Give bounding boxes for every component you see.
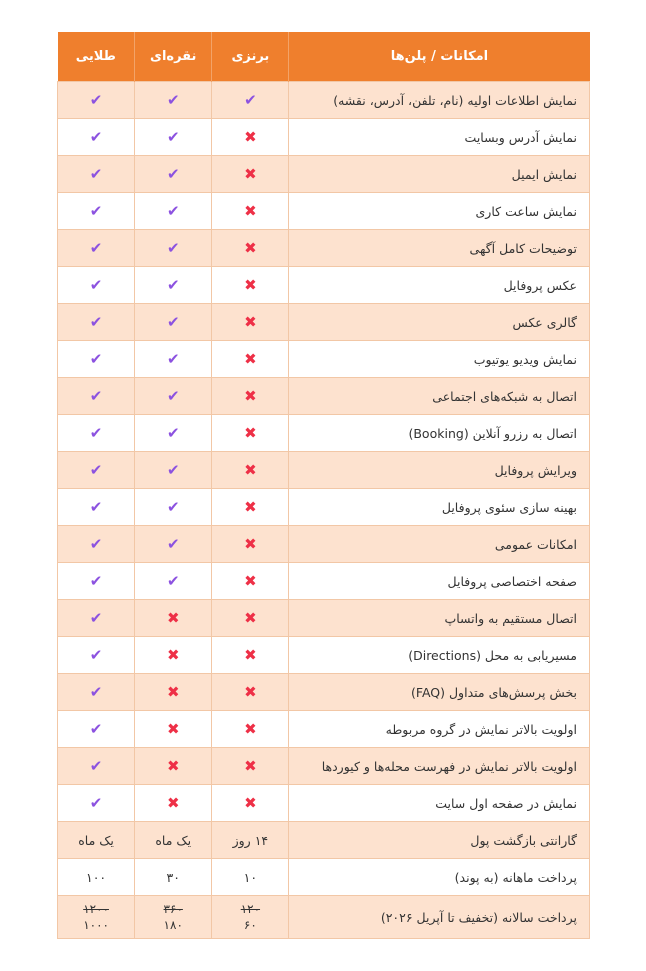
cross-icon: ✖ [166, 756, 180, 775]
cross-icon: ✖ [244, 275, 257, 294]
feature-row [58, 637, 590, 674]
feature-silver-cell [135, 785, 212, 822]
guarantee-bronze: ۱۴ روز [212, 822, 289, 859]
header-gold: طلایی [58, 32, 135, 82]
feature-row [58, 711, 590, 748]
feature-label: اتصال مستقیم به واتساپ [289, 600, 590, 637]
cross-icon: ✖ [166, 608, 180, 627]
feature-gold-cell [58, 563, 135, 600]
feature-bronze-cell [212, 489, 289, 526]
cross-icon: ✖ [244, 349, 257, 368]
cross-icon: ✖ [244, 793, 257, 812]
check-icon: ✔ [166, 201, 180, 220]
feature-bronze-cell [212, 526, 289, 563]
feature-gold-cell [58, 489, 135, 526]
feature-row [58, 452, 590, 489]
feature-gold-cell [58, 415, 135, 452]
feature-label: نمایش اطلاعات اولیه (نام، تلفن، آدرس، نقشه) [289, 82, 590, 119]
cross-icon: ✖ [244, 756, 257, 775]
check-icon: ✔ [166, 534, 180, 553]
feature-gold-cell [58, 119, 135, 156]
cross-icon: ✖ [244, 571, 257, 590]
feature-bronze-cell [212, 156, 289, 193]
check-icon: ✔ [166, 312, 180, 331]
feature-row [58, 489, 590, 526]
cross-icon: ✖ [244, 534, 257, 553]
feature-bronze-cell [212, 563, 289, 600]
feature-silver-cell [135, 119, 212, 156]
feature-gold-cell [58, 600, 135, 637]
check-icon: ✔ [89, 127, 103, 146]
check-icon: ✔ [166, 497, 180, 516]
feature-gold-cell [58, 267, 135, 304]
feature-label: مسیریابی به محل (Directions) [289, 637, 590, 674]
guarantee-label: گارانتی بازگشت پول [289, 822, 590, 859]
feature-bronze-cell [212, 193, 289, 230]
feature-row [58, 415, 590, 452]
check-icon: ✔ [89, 497, 103, 516]
feature-bronze-cell [212, 637, 289, 674]
pricing-table [57, 32, 590, 939]
feature-silver-cell [135, 563, 212, 600]
feature-bronze-cell [212, 452, 289, 489]
check-icon: ✔ [89, 349, 103, 368]
header-silver: نقره‌ای [135, 32, 212, 82]
cross-icon: ✖ [244, 312, 257, 331]
check-icon: ✔ [89, 719, 103, 738]
feature-silver-cell [135, 452, 212, 489]
feature-label: بهینه سازی سئوی پروفایل [289, 489, 590, 526]
check-icon: ✔ [89, 90, 103, 109]
feature-bronze-cell [212, 674, 289, 711]
feature-label: نمایش در صفحه اول سایت [289, 785, 590, 822]
cross-icon: ✖ [244, 164, 257, 183]
feature-bronze-cell [212, 415, 289, 452]
check-icon: ✔ [166, 423, 180, 442]
pricing-table-container [57, 32, 590, 939]
cross-icon: ✖ [244, 423, 257, 442]
feature-gold-cell [58, 82, 135, 119]
check-icon: ✔ [89, 164, 103, 183]
check-icon: ✔ [89, 793, 103, 812]
check-icon: ✔ [89, 460, 103, 479]
cross-icon: ✖ [244, 608, 257, 627]
feature-row [58, 785, 590, 822]
header-features: امکانات / پلن‌ها [289, 32, 590, 82]
check-icon: ✔ [89, 534, 103, 553]
cross-icon: ✖ [244, 386, 257, 405]
guarantee-row [58, 822, 590, 859]
monthly-price-row [58, 859, 590, 896]
feature-label: بخش پرسش‌های متداول (FAQ) [289, 674, 590, 711]
feature-silver-cell [135, 637, 212, 674]
feature-rows [58, 82, 590, 822]
feature-silver-cell [135, 378, 212, 415]
yearly-gold-new-price: ۱۰۰۰ [83, 918, 109, 932]
feature-bronze-cell [212, 304, 289, 341]
yearly-label: پرداخت سالانه (تخفیف تا آپریل ۲۰۲۶) [289, 896, 590, 939]
feature-bronze-cell [212, 785, 289, 822]
feature-label: نمایش ویدیو یوتیوب [289, 341, 590, 378]
check-icon: ✔ [244, 90, 257, 109]
feature-bronze-cell [212, 341, 289, 378]
yearly-price-row [58, 896, 590, 939]
monthly-gold: ۱۰۰ [58, 859, 135, 896]
feature-gold-cell [58, 341, 135, 378]
yearly-gold-old-price: ۱۲۰۰ [83, 902, 109, 916]
feature-silver-cell [135, 600, 212, 637]
feature-silver-cell [135, 267, 212, 304]
feature-bronze-cell [212, 267, 289, 304]
feature-silver-cell [135, 526, 212, 563]
table-header-row [58, 32, 590, 82]
feature-gold-cell [58, 748, 135, 785]
feature-bronze-cell [212, 119, 289, 156]
yearly-silver-new-price: ۱۸۰ [163, 918, 183, 932]
feature-row [58, 600, 590, 637]
guarantee-silver: یک ماه [135, 822, 212, 859]
feature-gold-cell [58, 304, 135, 341]
check-icon: ✔ [89, 201, 103, 220]
header-bronze: برنزی [212, 32, 289, 82]
cross-icon: ✖ [244, 497, 257, 516]
feature-row [58, 748, 590, 785]
feature-silver-cell [135, 82, 212, 119]
check-icon: ✔ [166, 460, 180, 479]
feature-row [58, 156, 590, 193]
feature-row [58, 119, 590, 156]
feature-gold-cell [58, 674, 135, 711]
feature-gold-cell [58, 452, 135, 489]
check-icon: ✔ [89, 571, 103, 590]
feature-silver-cell [135, 711, 212, 748]
feature-row [58, 563, 590, 600]
feature-gold-cell [58, 193, 135, 230]
check-icon: ✔ [166, 164, 180, 183]
yearly-silver-old-price: ۳۶۰ [163, 902, 183, 916]
check-icon: ✔ [166, 275, 180, 294]
feature-bronze-cell [212, 378, 289, 415]
feature-bronze-cell [212, 230, 289, 267]
cross-icon: ✖ [166, 719, 180, 738]
check-icon: ✔ [89, 423, 103, 442]
feature-silver-cell [135, 230, 212, 267]
check-icon: ✔ [89, 682, 103, 701]
cross-icon: ✖ [244, 127, 257, 146]
feature-gold-cell [58, 378, 135, 415]
feature-silver-cell [135, 415, 212, 452]
cross-icon: ✖ [244, 201, 257, 220]
feature-bronze-cell [212, 82, 289, 119]
feature-gold-cell [58, 230, 135, 267]
check-icon: ✔ [89, 645, 103, 664]
feature-silver-cell [135, 156, 212, 193]
feature-gold-cell [58, 526, 135, 563]
check-icon: ✔ [89, 608, 103, 627]
feature-gold-cell [58, 156, 135, 193]
feature-row [58, 193, 590, 230]
check-icon: ✔ [166, 349, 180, 368]
feature-label: صفحه اختصاصی پروفایل [289, 563, 590, 600]
feature-row [58, 82, 590, 119]
feature-label: اولویت بالاتر نمایش در فهرست محله‌ها و کیوردها [289, 748, 590, 785]
feature-label: اتصال به رزرو آنلاین (Booking) [289, 415, 590, 452]
feature-silver-cell [135, 341, 212, 378]
monthly-silver: ۳۰ [135, 859, 212, 896]
check-icon: ✔ [166, 90, 180, 109]
cross-icon: ✖ [244, 238, 257, 257]
feature-label: نمایش آدرس وبسایت [289, 119, 590, 156]
feature-silver-cell [135, 748, 212, 785]
cross-icon: ✖ [244, 645, 257, 664]
cross-icon: ✖ [244, 682, 257, 701]
feature-silver-cell [135, 193, 212, 230]
feature-label: امکانات عمومی [289, 526, 590, 563]
feature-row [58, 526, 590, 563]
feature-row [58, 341, 590, 378]
yearly-gold [58, 896, 135, 939]
guarantee-gold: یک ماه [58, 822, 135, 859]
monthly-label: پرداخت ماهانه (به پوند) [289, 859, 590, 896]
feature-label: گالری عکس [289, 304, 590, 341]
check-icon: ✔ [166, 386, 180, 405]
monthly-bronze: ۱۰ [212, 859, 289, 896]
feature-label: اولویت بالاتر نمایش در گروه مربوطه [289, 711, 590, 748]
check-icon: ✔ [89, 275, 103, 294]
feature-silver-cell [135, 674, 212, 711]
feature-label: ویرایش پروفایل [289, 452, 590, 489]
check-icon: ✔ [166, 571, 180, 590]
cross-icon: ✖ [166, 682, 180, 701]
check-icon: ✔ [89, 312, 103, 331]
feature-gold-cell [58, 637, 135, 674]
feature-bronze-cell [212, 748, 289, 785]
feature-label: اتصال به شبکه‌های اجتماعی [289, 378, 590, 415]
cross-icon: ✖ [166, 793, 180, 812]
feature-row [58, 304, 590, 341]
feature-row [58, 378, 590, 415]
feature-row [58, 674, 590, 711]
feature-bronze-cell [212, 600, 289, 637]
feature-row [58, 230, 590, 267]
check-icon: ✔ [89, 756, 103, 775]
feature-gold-cell [58, 785, 135, 822]
feature-row [58, 267, 590, 304]
cross-icon: ✖ [244, 460, 257, 479]
feature-silver-cell [135, 304, 212, 341]
feature-label: نمایش ساعت کاری [289, 193, 590, 230]
feature-label: توضیحات کامل آگهی [289, 230, 590, 267]
feature-bronze-cell [212, 711, 289, 748]
check-icon: ✔ [89, 238, 103, 257]
cross-icon: ✖ [166, 645, 180, 664]
yearly-bronze-new-price: ۶۰ [243, 918, 257, 932]
yearly-bronze-old-price: ۱۲۰ [240, 902, 261, 916]
feature-label: عکس پروفایل [289, 267, 590, 304]
yearly-silver [135, 896, 212, 939]
feature-gold-cell [58, 711, 135, 748]
yearly-bronze [212, 896, 289, 939]
cross-icon: ✖ [244, 719, 257, 738]
feature-label: نمایش ایمیل [289, 156, 590, 193]
check-icon: ✔ [166, 238, 180, 257]
check-icon: ✔ [166, 127, 180, 146]
check-icon: ✔ [89, 386, 103, 405]
price-rows [58, 822, 590, 939]
feature-silver-cell [135, 489, 212, 526]
